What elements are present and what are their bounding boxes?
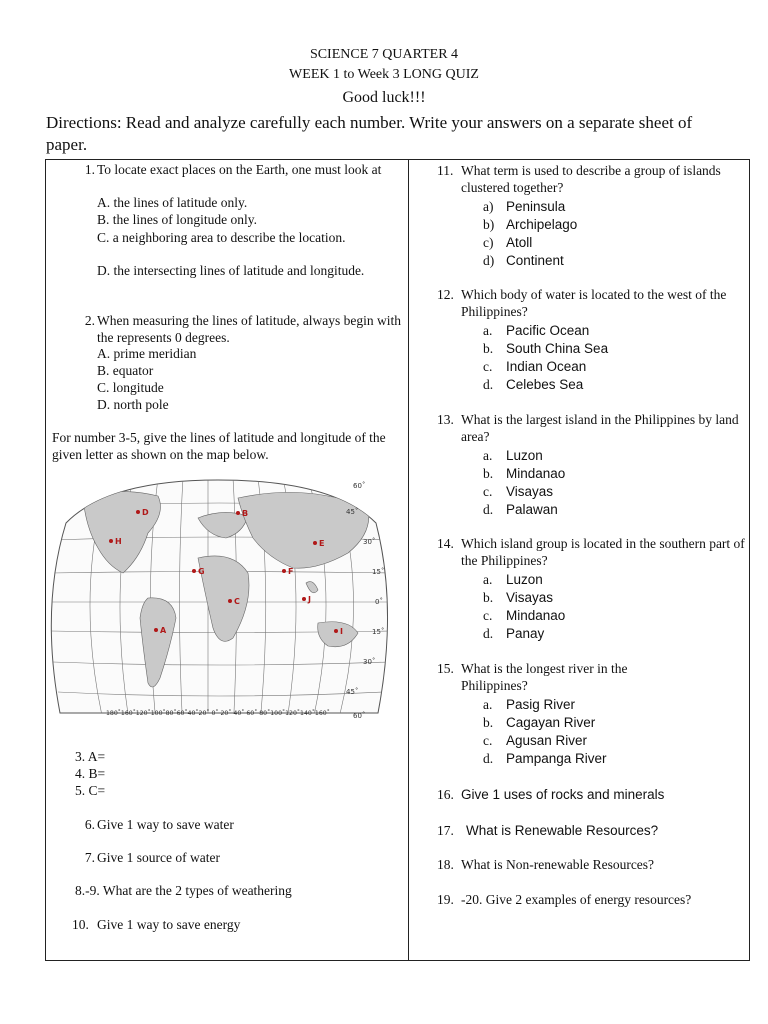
lat-label-15s: 15˚ bbox=[372, 628, 385, 636]
q8-9-text: 8.-9. What are the 2 types of weathering bbox=[75, 883, 292, 898]
q18-number: 18. bbox=[437, 857, 454, 872]
q13-text: What is the largest island in the Philippines by land area? bbox=[461, 412, 739, 444]
q14-text: Which island group is located in the southern part of the Philippines? bbox=[461, 536, 745, 568]
map-point-i: I bbox=[340, 627, 343, 636]
q14-number: 14. bbox=[437, 536, 454, 551]
q13-letter-a: a. bbox=[483, 448, 493, 463]
q17-text: What is Renewable Resources? bbox=[466, 823, 659, 838]
q11-option-d: Continent bbox=[506, 253, 564, 268]
q15-letter-c: c. bbox=[483, 733, 493, 748]
lat-label-30n: 30˚ bbox=[363, 538, 376, 546]
q12-text: Which body of water is located to the west of the Philippines? bbox=[461, 287, 727, 319]
q1-option-a: A. the lines of latitude only. bbox=[97, 195, 248, 210]
q13-option-a: Luzon bbox=[506, 448, 543, 463]
map-point-a: A bbox=[160, 626, 167, 635]
q6-text: Give 1 way to save water bbox=[97, 817, 234, 832]
q11-letter-a: a) bbox=[483, 199, 494, 214]
q14-option-d: Panay bbox=[506, 626, 545, 641]
map-point-c: C bbox=[234, 597, 240, 606]
q19-number: 19. bbox=[437, 892, 454, 907]
q16-text: Give 1 uses of rocks and minerals bbox=[461, 787, 665, 802]
q16-number: 16. bbox=[437, 787, 454, 802]
world-map bbox=[48, 478, 393, 733]
map-intro: For number 3-5, give the lines of latitude and longitude of the given letter as shown on the map below. bbox=[52, 430, 386, 462]
q12-letter-d: d. bbox=[483, 377, 494, 392]
q12-option-d: Celebes Sea bbox=[506, 377, 584, 392]
lat-label-30s: 30˚ bbox=[363, 658, 376, 666]
map-point-b: B bbox=[242, 509, 249, 518]
q15-letter-d: d. bbox=[483, 751, 494, 766]
q2-number: 2. bbox=[84, 313, 95, 328]
good-luck-text: Good luck!!! bbox=[342, 89, 426, 106]
q19-text: -20. Give 2 examples of energy resources? bbox=[461, 892, 692, 907]
q13-letter-c: c. bbox=[483, 484, 493, 499]
q15-letter-a: a. bbox=[483, 697, 493, 712]
map-point-e: E bbox=[319, 539, 325, 548]
q18-text: What is Non-renewable Resources? bbox=[461, 857, 655, 872]
q11-option-b: Archipelago bbox=[506, 217, 578, 232]
q12-option-b: South China Sea bbox=[506, 341, 609, 356]
q1-option-b: B. the lines of longitude only. bbox=[97, 212, 257, 227]
map-point-h: H bbox=[115, 537, 122, 546]
q2-option-b: B. equator bbox=[97, 363, 154, 378]
lat-label-15n: 15˚ bbox=[372, 568, 385, 576]
q7-text: Give 1 source of water bbox=[97, 850, 220, 865]
q14-letter-a: a. bbox=[483, 572, 493, 587]
q12-option-a: Pacific Ocean bbox=[506, 323, 590, 338]
q12-option-c: Indian Ocean bbox=[506, 359, 587, 374]
q14-option-b: Visayas bbox=[506, 590, 554, 605]
q13-option-c: Visayas bbox=[506, 484, 554, 499]
q10-number: 10. bbox=[72, 917, 89, 932]
q12-number: 12. bbox=[437, 287, 454, 302]
q15-option-a: Pasig River bbox=[506, 697, 576, 712]
q2-option-d: D. north pole bbox=[97, 397, 169, 412]
q15-option-b: Cagayan River bbox=[506, 715, 596, 730]
q11-letter-b: b) bbox=[483, 217, 495, 232]
q2-text: When measuring the lines of latitude, always begin with the represents 0 degrees. bbox=[97, 313, 402, 345]
q1-option-c: C. a neighboring area to describe the location. bbox=[97, 230, 346, 245]
q15-number: 15. bbox=[437, 661, 454, 676]
quiz-subject-title: SCIENCE 7 QUARTER 4 bbox=[309, 47, 459, 62]
q2-option-c: C. longitude bbox=[97, 380, 164, 395]
q14-letter-c: c. bbox=[483, 608, 493, 623]
q11-letter-c: c) bbox=[483, 235, 494, 250]
q10-text: Give 1 way to save energy bbox=[97, 917, 241, 932]
q14-option-a: Luzon bbox=[506, 572, 543, 587]
quiz-week-title: WEEK 1 to Week 3 LONG QUIZ bbox=[289, 67, 479, 82]
q14-option-c: Mindanao bbox=[506, 608, 566, 623]
map-point-f: F bbox=[288, 567, 294, 576]
q12-letter-c: c. bbox=[483, 359, 493, 374]
q11-letter-d: d) bbox=[483, 253, 495, 268]
lat-label-60s: 60˚ bbox=[353, 712, 366, 720]
answer-3: 3. A= bbox=[75, 749, 106, 764]
q7-number: 7. bbox=[84, 850, 95, 865]
lat-label-0: 0˚ bbox=[375, 598, 383, 606]
answer-5: 5. C= bbox=[75, 783, 106, 798]
q15-text: What is the longest river in the Philippines? bbox=[461, 661, 628, 693]
q13-letter-d: d. bbox=[483, 502, 494, 517]
q13-option-b: Mindanao bbox=[506, 466, 566, 481]
column-divider bbox=[408, 159, 409, 961]
q17-number: 17. bbox=[437, 823, 454, 838]
q13-option-d: Palawan bbox=[506, 502, 558, 517]
q13-letter-b: b. bbox=[483, 466, 494, 481]
q11-option-c: Atoll bbox=[506, 235, 533, 250]
answer-4: 4. B= bbox=[75, 766, 106, 781]
q11-number: 11. bbox=[437, 163, 454, 178]
lat-label-45n: 45˚ bbox=[346, 508, 359, 516]
q1-number: 1. bbox=[84, 162, 95, 177]
q12-letter-a: a. bbox=[483, 323, 493, 338]
q6-number: 6. bbox=[84, 817, 95, 832]
q14-letter-d: d. bbox=[483, 626, 494, 641]
q15-option-d: Pampanga River bbox=[506, 751, 607, 766]
q15-option-c: Agusan River bbox=[506, 733, 588, 748]
q11-text: What term is used to describe a group of islands clustered together? bbox=[461, 163, 721, 195]
q11-option-a: Peninsula bbox=[506, 199, 566, 214]
q14-letter-b: b. bbox=[483, 590, 494, 605]
q13-number: 13. bbox=[437, 412, 454, 427]
directions: Directions: Read and analyze carefully each number. Write your answers on a separate sheet of paper. bbox=[46, 113, 693, 154]
lat-label-45s: 45˚ bbox=[346, 688, 359, 696]
map-point-j: J bbox=[308, 595, 311, 604]
map-point-d: D bbox=[142, 508, 149, 517]
q2-option-a: A. prime meridian bbox=[97, 346, 197, 361]
q1-option-d: D. the intersecting lines of latitude and longitude. bbox=[97, 263, 365, 278]
q15-letter-b: b. bbox=[483, 715, 494, 730]
longitude-labels: 180˚160˚120˚100˚80˚60˚40˚20˚ 0˚ 20˚ 40˚ 60˚ 80˚100˚120˚140˚160˚ bbox=[106, 710, 330, 717]
q1-text: To locate exact places on the Earth, one must look at bbox=[97, 162, 382, 177]
lat-label-60n: 60˚ bbox=[353, 482, 366, 490]
q12-letter-b: b. bbox=[483, 341, 494, 356]
map-point-g: G bbox=[198, 567, 205, 576]
